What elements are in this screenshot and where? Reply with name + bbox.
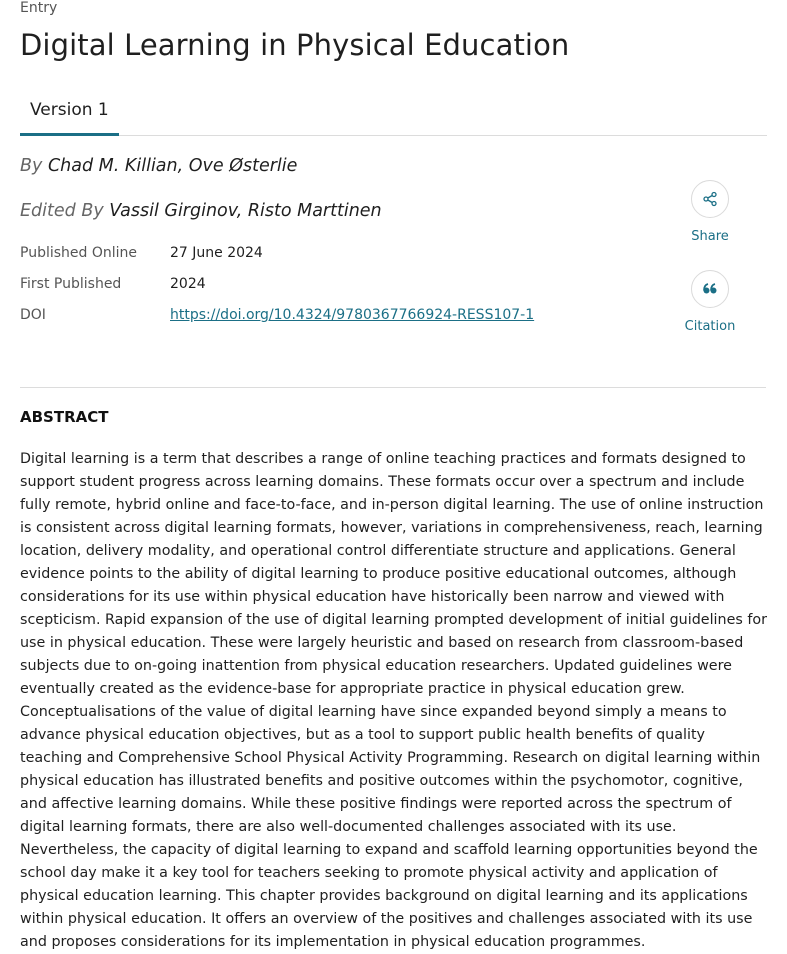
editors-prefix: Edited By [20,201,104,221]
share-icon [691,180,729,218]
abstract-heading: ABSTRACT [20,408,109,426]
published-online-label: Published Online [20,245,138,261]
abstract-text: Digital learning is a term that describes a range of online teaching practices and formats designed to support student progress across learning domains. These formats occur over a spectrum and include fully remote, hybrid online and face-to-face, and in-person digital learning. The use of online instruction is consistent across digital learning formats, however, variations in comprehensiveness, reach, learning location, delivery modality, and operational control differentiate structure and applications. General evidence points to the ability of digital learning to produce positive educational outcomes, although considerations for its use within physical education have historically been narrow and viewed with scepticism. Rapid expansion of the use of digital learning prompted development of initial guidelines for use in physical education. These were largely heuristic and based on research from classroom-based subjects due to on-going inattention from physical education researchers. Updated guidelines were eventually created as the evidence-base for appropriate practice in physical education grew. Conceptualisations of the value of digital learning have since expanded beyond simply a means to advance physical education objectives, but as a tool to support public health benefits of quality teaching and Comprehensive School Physical Activity Programming. Research on digital learning within physical education has illustrated benefits and positive outcomes within the psychomotor, cognitive, and affective learning domains. While these positive findings were reported across the spectrum of digital learning formats, there are also well-documented challenges associated with its use. Nevertheless, the capacity of digital learning to expand and scaffold learning opportunities beyond the school day make it a key tool for teachers seeking to promote physical activity and application of physical education learning. This chapter provides background on digital learning and its applications within physical education. It offers an overview of the positives and challenges associated with its use and proposes considerations for its implementation in physical education programmes. [20,451,768,950]
citation-button[interactable] [670,270,750,334]
tab-version-1[interactable]: Version 1 [20,92,119,136]
first-published-value: 2024 [170,276,206,292]
entry-type-label: Entry [20,0,58,16]
share-button[interactable] [670,180,750,244]
section-divider [20,387,766,388]
authors-names: Chad M. Killian, Ove Østerlie [47,156,298,176]
editors-line [20,201,382,221]
published-online-value: 27 June 2024 [170,245,263,261]
first-published-label: First Published [20,276,122,292]
authors-prefix: By [20,156,43,176]
page-title: Digital Learning in Physical Education [20,28,570,62]
share-label: Share [691,229,729,244]
editors-names: Vassil Girginov, Risto Marttinen [109,201,382,221]
version-tabs [20,92,767,136]
citation-label: Citation [684,319,736,334]
quote-icon [691,270,729,308]
doi-label: DOI [20,307,46,323]
authors-line [20,156,297,176]
doi-link[interactable]: https://doi.org/10.4324/9780367766924-RESS107-1 [170,307,535,323]
